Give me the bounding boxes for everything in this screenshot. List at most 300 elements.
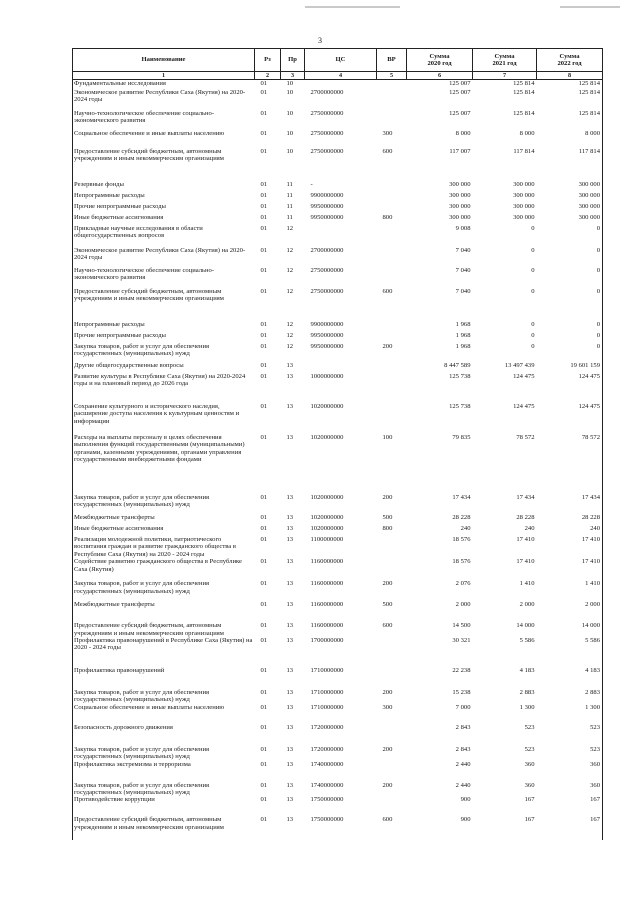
row-name: Расходы на выплаты персоналу в целях обеспечения выполнения функций государственными (муниципальными) органами, казенными учреждениями, органами управления государственными внебюджетными фондами	[73, 434, 255, 494]
row-sum-2022: 0	[537, 321, 603, 332]
row-cs: 1020000000	[310, 493, 344, 501]
row-cs: 1720000000	[310, 723, 344, 731]
row-sum-2021: 78 572	[516, 433, 535, 441]
row-sum-2020: 2 843	[455, 745, 471, 753]
row-vr	[377, 536, 407, 558]
table-row	[73, 434, 603, 494]
row-cs: 1160000000	[310, 580, 344, 588]
row-cs: 1000000000	[310, 372, 344, 380]
row-pr: 12	[286, 266, 294, 274]
row-name: Противодействие коррупции	[73, 796, 255, 816]
row-sum-2022: 0	[537, 247, 603, 267]
row-vr: 500	[382, 513, 393, 521]
budget-table	[72, 48, 603, 840]
row-name: Прикладные научные исследования в области общегосударственных вопросов	[73, 225, 255, 247]
row-vr	[377, 667, 407, 689]
row-sum-2022: 78 572	[537, 434, 603, 494]
row-vr	[377, 761, 407, 782]
table-row	[73, 362, 603, 373]
row-vr: 200	[382, 493, 393, 501]
table-row	[73, 494, 603, 514]
row-cs: 1710000000	[310, 688, 344, 696]
row-vr: 300	[382, 703, 393, 711]
table-row	[73, 110, 603, 130]
table-row	[73, 525, 603, 536]
row-sum-2022: 1 300	[537, 704, 603, 724]
row-cs	[305, 80, 377, 89]
row-pr: 13	[286, 558, 294, 566]
row-sum-2022: 240	[537, 525, 603, 536]
row-rz: 01	[260, 129, 268, 137]
table-row	[73, 130, 603, 148]
row-cs	[305, 362, 377, 373]
row-sum-2021: 4 183	[519, 666, 535, 674]
row-sum-2020: 2 076	[455, 580, 471, 588]
row-name: Предоставление субсидий бюджетным, автономным учреждениям и иным некоммерческим организациям	[73, 816, 255, 840]
row-pr: 11	[286, 202, 293, 210]
row-name: Профилактика правонарушений в Республике Саха (Якутия) на 2020 - 2024 годы	[73, 637, 255, 667]
row-vr	[377, 637, 407, 667]
row-sum-2022: 523	[537, 746, 603, 761]
row-sum-2020: 9 008	[455, 224, 471, 232]
row-sum-2020: 7 000	[455, 703, 471, 711]
table-row	[73, 782, 603, 797]
row-cs: 1740000000	[310, 760, 344, 768]
row-sum-2020: 2 440	[455, 781, 471, 789]
row-vr	[377, 203, 407, 214]
row-rz: 01	[260, 666, 268, 674]
row-sum-2022: 125 814	[537, 89, 603, 110]
row-sum-2020: 2 843	[455, 723, 471, 731]
row-pr: 10	[286, 129, 294, 137]
row-cs: 1710000000	[310, 703, 344, 711]
row-sum-2020: 2 440	[455, 760, 471, 768]
row-rz: 01	[260, 342, 268, 350]
column-number: 1	[73, 72, 255, 80]
row-pr: 12	[286, 331, 294, 339]
row-pr: 13	[286, 816, 294, 824]
row-vr: 300	[382, 129, 393, 137]
row-cs: 2750000000	[310, 147, 344, 155]
table-row	[73, 80, 603, 89]
row-name: Закупка товаров, работ и услуг для обеспечения государственных (муниципальных) нужд	[73, 494, 255, 514]
row-cs: 2700000000	[310, 246, 344, 254]
row-sum-2022: 124 475	[537, 373, 603, 403]
row-pr: 13	[286, 703, 294, 711]
row-sum-2021: 240	[524, 524, 535, 532]
row-sum-2020: 8 447 589	[444, 361, 471, 369]
table-row	[73, 343, 603, 362]
table-row	[73, 514, 603, 525]
table-row	[73, 192, 603, 203]
column-number: 8	[537, 72, 603, 80]
row-sum-2020: 7 040	[455, 287, 471, 295]
row-rz: 01	[260, 723, 268, 731]
row-rz: 01	[260, 493, 268, 501]
row-rz: 01	[260, 580, 268, 588]
column-number: 3	[281, 72, 305, 80]
row-cs: 2750000000	[310, 287, 344, 295]
row-sum-2020: 1 968	[455, 342, 471, 350]
table-row	[73, 288, 603, 321]
row-pr: 11	[286, 180, 293, 188]
row-pr: 12	[286, 224, 294, 232]
row-cs: 1750000000	[310, 796, 344, 804]
row-rz: 01	[260, 372, 268, 380]
row-name: Социальное обеспечение и иные выплаты населению	[73, 130, 255, 148]
row-vr	[377, 321, 407, 332]
table-header-row	[73, 49, 603, 72]
row-sum-2020: 125 007	[449, 88, 471, 96]
row-pr: 13	[286, 760, 294, 768]
row-name: Закупка товаров, работ и услуг для обеспечения государственных (муниципальных) нужд	[73, 782, 255, 797]
col-sum-2021-header: Сумма 2021 год	[473, 49, 537, 72]
row-name: Предоставление субсидий бюджетным, автономным учреждениям и иным некоммерческим организациям	[73, 148, 255, 181]
row-vr: 800	[382, 524, 393, 532]
row-sum-2020: 117 007	[449, 147, 471, 155]
row-sum-2022: 0	[537, 332, 603, 343]
row-cs: 2750000000	[310, 266, 344, 274]
row-vr: 200	[382, 580, 393, 588]
row-rz: 01	[260, 513, 268, 521]
row-rz: 01	[260, 320, 268, 328]
row-cs: 1160000000	[310, 622, 344, 630]
row-name: Предоставление субсидий бюджетным, автономным учреждениям и иным некоммерческим организациям	[73, 622, 255, 637]
row-name: Иные бюджетные ассигнования	[73, 525, 255, 536]
table-row	[73, 746, 603, 761]
row-name: Закупка товаров, работ и услуг для обеспечения государственных (муниципальных) нужд	[73, 746, 255, 761]
row-rz: 01	[260, 147, 268, 155]
row-sum-2020: 125 007	[407, 80, 473, 89]
row-rz: 01	[260, 433, 268, 441]
row-sum-2022: 300 000	[537, 192, 603, 203]
table-row	[73, 89, 603, 110]
table-row	[73, 321, 603, 332]
row-sum-2021: 300 000	[513, 191, 535, 199]
row-name: Иные бюджетные ассигнования	[73, 214, 255, 225]
column-number: 7	[473, 72, 537, 80]
row-sum-2020: 7 040	[455, 246, 471, 254]
row-rz: 01	[260, 622, 268, 630]
row-sum-2021: 2 000	[519, 601, 535, 609]
row-sum-2021: 360	[524, 760, 535, 768]
row-cs: 2750000000	[310, 129, 344, 137]
row-pr: 10	[286, 109, 294, 117]
row-sum-2021: 17 410	[516, 535, 535, 543]
row-name: Предоставление субсидий бюджетным, автономным учреждениям и иным некоммерческим организациям	[73, 288, 255, 321]
row-rz: 01	[260, 202, 268, 210]
row-sum-2021: 125 814	[473, 80, 537, 89]
row-sum-2022: 19 601 159	[537, 362, 603, 373]
row-sum-2021: 300 000	[513, 213, 535, 221]
row-cs: 1720000000	[310, 745, 344, 753]
row-sum-2022: 17 410	[537, 558, 603, 580]
row-sum-2020: 125 007	[449, 109, 471, 117]
row-sum-2021: 2 883	[519, 688, 535, 696]
row-rz: 01	[260, 745, 268, 753]
row-name: Реализация молодежной политики, патриотического воспитания граждан и развитие гражданского общества в Республике Саха (Якутия) на 2020 - 2024 годы	[73, 536, 255, 558]
row-sum-2020: 8 000	[455, 129, 471, 137]
row-pr: 10	[286, 147, 294, 155]
table-row	[73, 403, 603, 434]
row-name: Социальное обеспечение и иные выплаты населению	[73, 704, 255, 724]
row-rz: 01	[260, 688, 268, 696]
row-rz: 01	[260, 601, 268, 609]
row-rz: 01	[260, 246, 268, 254]
row-rz: 01	[260, 558, 268, 566]
row-vr: 600	[382, 287, 393, 295]
table-row	[73, 724, 603, 746]
row-sum-2021: 300 000	[513, 202, 535, 210]
row-pr: 13	[286, 433, 294, 441]
row-sum-2022: 117 814	[537, 148, 603, 181]
row-pr: 11	[286, 213, 293, 221]
row-sum-2020: 300 000	[449, 202, 471, 210]
table-row	[73, 816, 603, 840]
row-vr: 600	[382, 816, 393, 824]
row-pr: 12	[286, 320, 294, 328]
row-rz: 01	[260, 266, 268, 274]
row-sum-2022: 300 000	[537, 181, 603, 192]
row-sum-2022: 0	[537, 343, 603, 362]
row-sum-2020: 79 835	[452, 433, 471, 441]
row-name: Закупка товаров, работ и услуг для обеспечения государственных (муниципальных) нужд	[73, 343, 255, 362]
row-sum-2022: 0	[537, 225, 603, 247]
row-vr	[377, 80, 407, 89]
table-row	[73, 622, 603, 637]
table-row	[73, 247, 603, 267]
col-name-header: Наименование	[73, 49, 255, 72]
page-number: 3	[318, 36, 322, 45]
row-rz: 01	[260, 796, 268, 804]
row-pr: 13	[286, 796, 294, 804]
row-name: Экономическое развитие Республики Саха (Якутия) на 2020-2024 годы	[73, 89, 255, 110]
row-sum-2022: 14 000	[537, 622, 603, 637]
row-sum-2021: 124 475	[513, 402, 535, 410]
row-rz: 01	[260, 180, 268, 188]
table-row	[73, 667, 603, 689]
row-sum-2021: 124 475	[513, 372, 535, 380]
row-sum-2022: 2 000	[537, 601, 603, 622]
row-name: Экономическое развитие Республики Саха (Якутия) на 2020-2024 годы	[73, 247, 255, 267]
row-vr	[377, 332, 407, 343]
row-rz: 01	[260, 703, 268, 711]
row-sum-2021: 0	[531, 246, 535, 254]
row-name: Закупка товаров, работ и услуг для обеспечения государственных (муниципальных) нужд	[73, 580, 255, 601]
row-cs: 1740000000	[310, 781, 344, 789]
row-sum-2022: 125 814	[537, 110, 603, 130]
row-vr	[377, 724, 407, 746]
row-sum-2022: 300 000	[537, 203, 603, 214]
row-sum-2020: 1 968	[455, 331, 471, 339]
row-sum-2020: 900	[460, 796, 471, 804]
row-pr: 12	[286, 246, 294, 254]
row-pr: 13	[286, 622, 294, 630]
row-pr: 13	[286, 636, 294, 644]
row-vr: 200	[382, 342, 393, 350]
row-rz: 01	[260, 331, 268, 339]
row-name: Сохранение культурного и исторического наследия, расширение доступа населения к культурным ценностям и информации	[73, 403, 255, 434]
row-vr	[377, 796, 407, 816]
row-sum-2020: 300 000	[449, 213, 471, 221]
row-sum-2020: 7 040	[455, 266, 471, 274]
row-cs: 9950000000	[310, 202, 344, 210]
row-pr: 13	[286, 535, 294, 543]
table-body	[73, 80, 603, 840]
row-sum-2022: 0	[537, 267, 603, 288]
row-sum-2021: 300 000	[513, 180, 535, 188]
row-sum-2022: 8 000	[537, 130, 603, 148]
row-sum-2021: 167	[524, 816, 535, 824]
col-rz-header: Рз	[255, 49, 281, 72]
row-sum-2022: 17 434	[537, 494, 603, 514]
row-rz: 01	[260, 524, 268, 532]
row-pr: 13	[286, 493, 294, 501]
table-row	[73, 214, 603, 225]
row-cs: 1750000000	[310, 816, 344, 824]
row-cs: -	[310, 180, 313, 188]
table-row	[73, 704, 603, 724]
table-row	[73, 148, 603, 181]
row-sum-2021: 13 497 439	[504, 361, 535, 369]
row-cs: 9950000000	[310, 331, 344, 339]
row-name: Развитие культуры в Республике Саха (Якутия) на 2020-2024 годы и на плановый период до 2026 года	[73, 373, 255, 403]
row-rz: 01	[260, 361, 268, 369]
row-sum-2022: 28 228	[537, 514, 603, 525]
row-sum-2021: 125 814	[513, 109, 535, 117]
row-pr: 13	[286, 723, 294, 731]
row-vr: 200	[382, 688, 393, 696]
row-name: Содействие развитию гражданского общества в Республике Саха (Якутия)	[73, 558, 255, 580]
row-cs: 1100000000	[310, 535, 344, 543]
row-sum-2021: 0	[531, 320, 535, 328]
row-sum-2020: 1 968	[455, 320, 471, 328]
row-cs: 9900000000	[310, 191, 344, 199]
row-vr	[377, 362, 407, 373]
row-pr: 10	[281, 80, 305, 89]
scan-artifact-mark	[560, 6, 620, 8]
row-pr: 13	[286, 361, 294, 369]
row-cs: 1020000000	[310, 402, 344, 410]
row-sum-2021: 360	[524, 781, 535, 789]
row-rz: 01	[260, 535, 268, 543]
row-vr: 100	[382, 433, 393, 441]
row-vr: 600	[382, 147, 393, 155]
row-vr	[377, 558, 407, 580]
row-name: Резервные фонды	[73, 181, 255, 192]
row-vr: 600	[382, 622, 393, 630]
table-row	[73, 580, 603, 601]
row-sum-2020: 18 576	[452, 535, 471, 543]
row-name: Фундаментальные исследования	[73, 80, 255, 89]
row-name: Межбюджетные трансферты	[73, 601, 255, 622]
row-vr	[377, 225, 407, 247]
row-vr	[377, 373, 407, 403]
row-sum-2020: 18 576	[452, 558, 471, 566]
table-row	[73, 601, 603, 622]
table-row	[73, 373, 603, 403]
row-rz: 01	[260, 224, 268, 232]
row-sum-2020: 28 228	[452, 513, 471, 521]
row-sum-2022: 167	[537, 796, 603, 816]
row-cs	[305, 225, 377, 247]
row-cs: 2750000000	[310, 109, 344, 117]
row-sum-2022: 300 000	[537, 214, 603, 225]
row-sum-2021: 0	[531, 331, 535, 339]
row-vr	[377, 89, 407, 110]
column-number-row	[73, 72, 603, 80]
row-sum-2020: 17 434	[452, 493, 471, 501]
row-vr	[377, 192, 407, 203]
row-sum-2022: 4 183	[537, 667, 603, 689]
row-rz: 01	[260, 109, 268, 117]
column-number: 4	[305, 72, 377, 80]
row-sum-2021: 0	[531, 287, 535, 295]
column-number: 6	[407, 72, 473, 80]
row-sum-2021: 0	[531, 342, 535, 350]
row-cs: 1020000000	[310, 524, 344, 532]
row-pr: 13	[286, 513, 294, 521]
row-pr: 11	[286, 191, 293, 199]
row-cs: 9950000000	[310, 342, 344, 350]
table-row	[73, 332, 603, 343]
row-rz: 01	[260, 213, 268, 221]
row-cs: 1160000000	[310, 601, 344, 609]
row-name: Научно-технологическое обеспечение социально-экономического развития	[73, 267, 255, 288]
row-rz: 01	[260, 402, 268, 410]
row-sum-2021: 167	[524, 796, 535, 804]
row-sum-2020: 125 738	[449, 372, 471, 380]
row-rz: 01	[260, 636, 268, 644]
row-vr	[377, 403, 407, 434]
row-pr: 10	[286, 88, 294, 96]
row-sum-2020: 300 000	[449, 180, 471, 188]
row-sum-2021: 523	[524, 745, 535, 753]
row-sum-2022: 167	[537, 816, 603, 840]
row-vr: 500	[382, 601, 393, 609]
row-pr: 13	[286, 372, 294, 380]
row-cs: 1700000000	[310, 636, 344, 644]
row-cs: 9950000000	[310, 213, 344, 221]
row-pr: 13	[286, 580, 294, 588]
row-sum-2020: 2 000	[455, 601, 471, 609]
col-pr-header: Пр	[281, 49, 305, 72]
row-name: Непрограммные расходы	[73, 192, 255, 203]
row-rz: 01	[260, 781, 268, 789]
row-vr: 200	[382, 745, 393, 753]
table-row	[73, 203, 603, 214]
row-rz: 01	[260, 191, 268, 199]
row-sum-2022: 0	[537, 288, 603, 321]
table-row	[73, 558, 603, 580]
row-sum-2021: 14 000	[516, 622, 535, 630]
col-cs-header: ЦС	[305, 49, 377, 72]
table-row	[73, 637, 603, 667]
row-sum-2021: 17 410	[516, 558, 535, 566]
row-sum-2020: 125 738	[449, 402, 471, 410]
row-name: Закупка товаров, работ и услуг для обеспечения государственных (муниципальных) нужд	[73, 689, 255, 704]
table-row	[73, 267, 603, 288]
col-vr-header: ВР	[377, 49, 407, 72]
table-row	[73, 536, 603, 558]
table-row	[73, 796, 603, 816]
row-name: Прочие непрограммные расходы	[73, 203, 255, 214]
row-name: Межбюджетные трансферты	[73, 514, 255, 525]
row-vr: 200	[382, 781, 393, 789]
row-name: Научно-технологическое обеспечение социально-экономического развития	[73, 110, 255, 130]
row-sum-2021: 0	[531, 224, 535, 232]
row-sum-2021: 1 410	[519, 580, 535, 588]
